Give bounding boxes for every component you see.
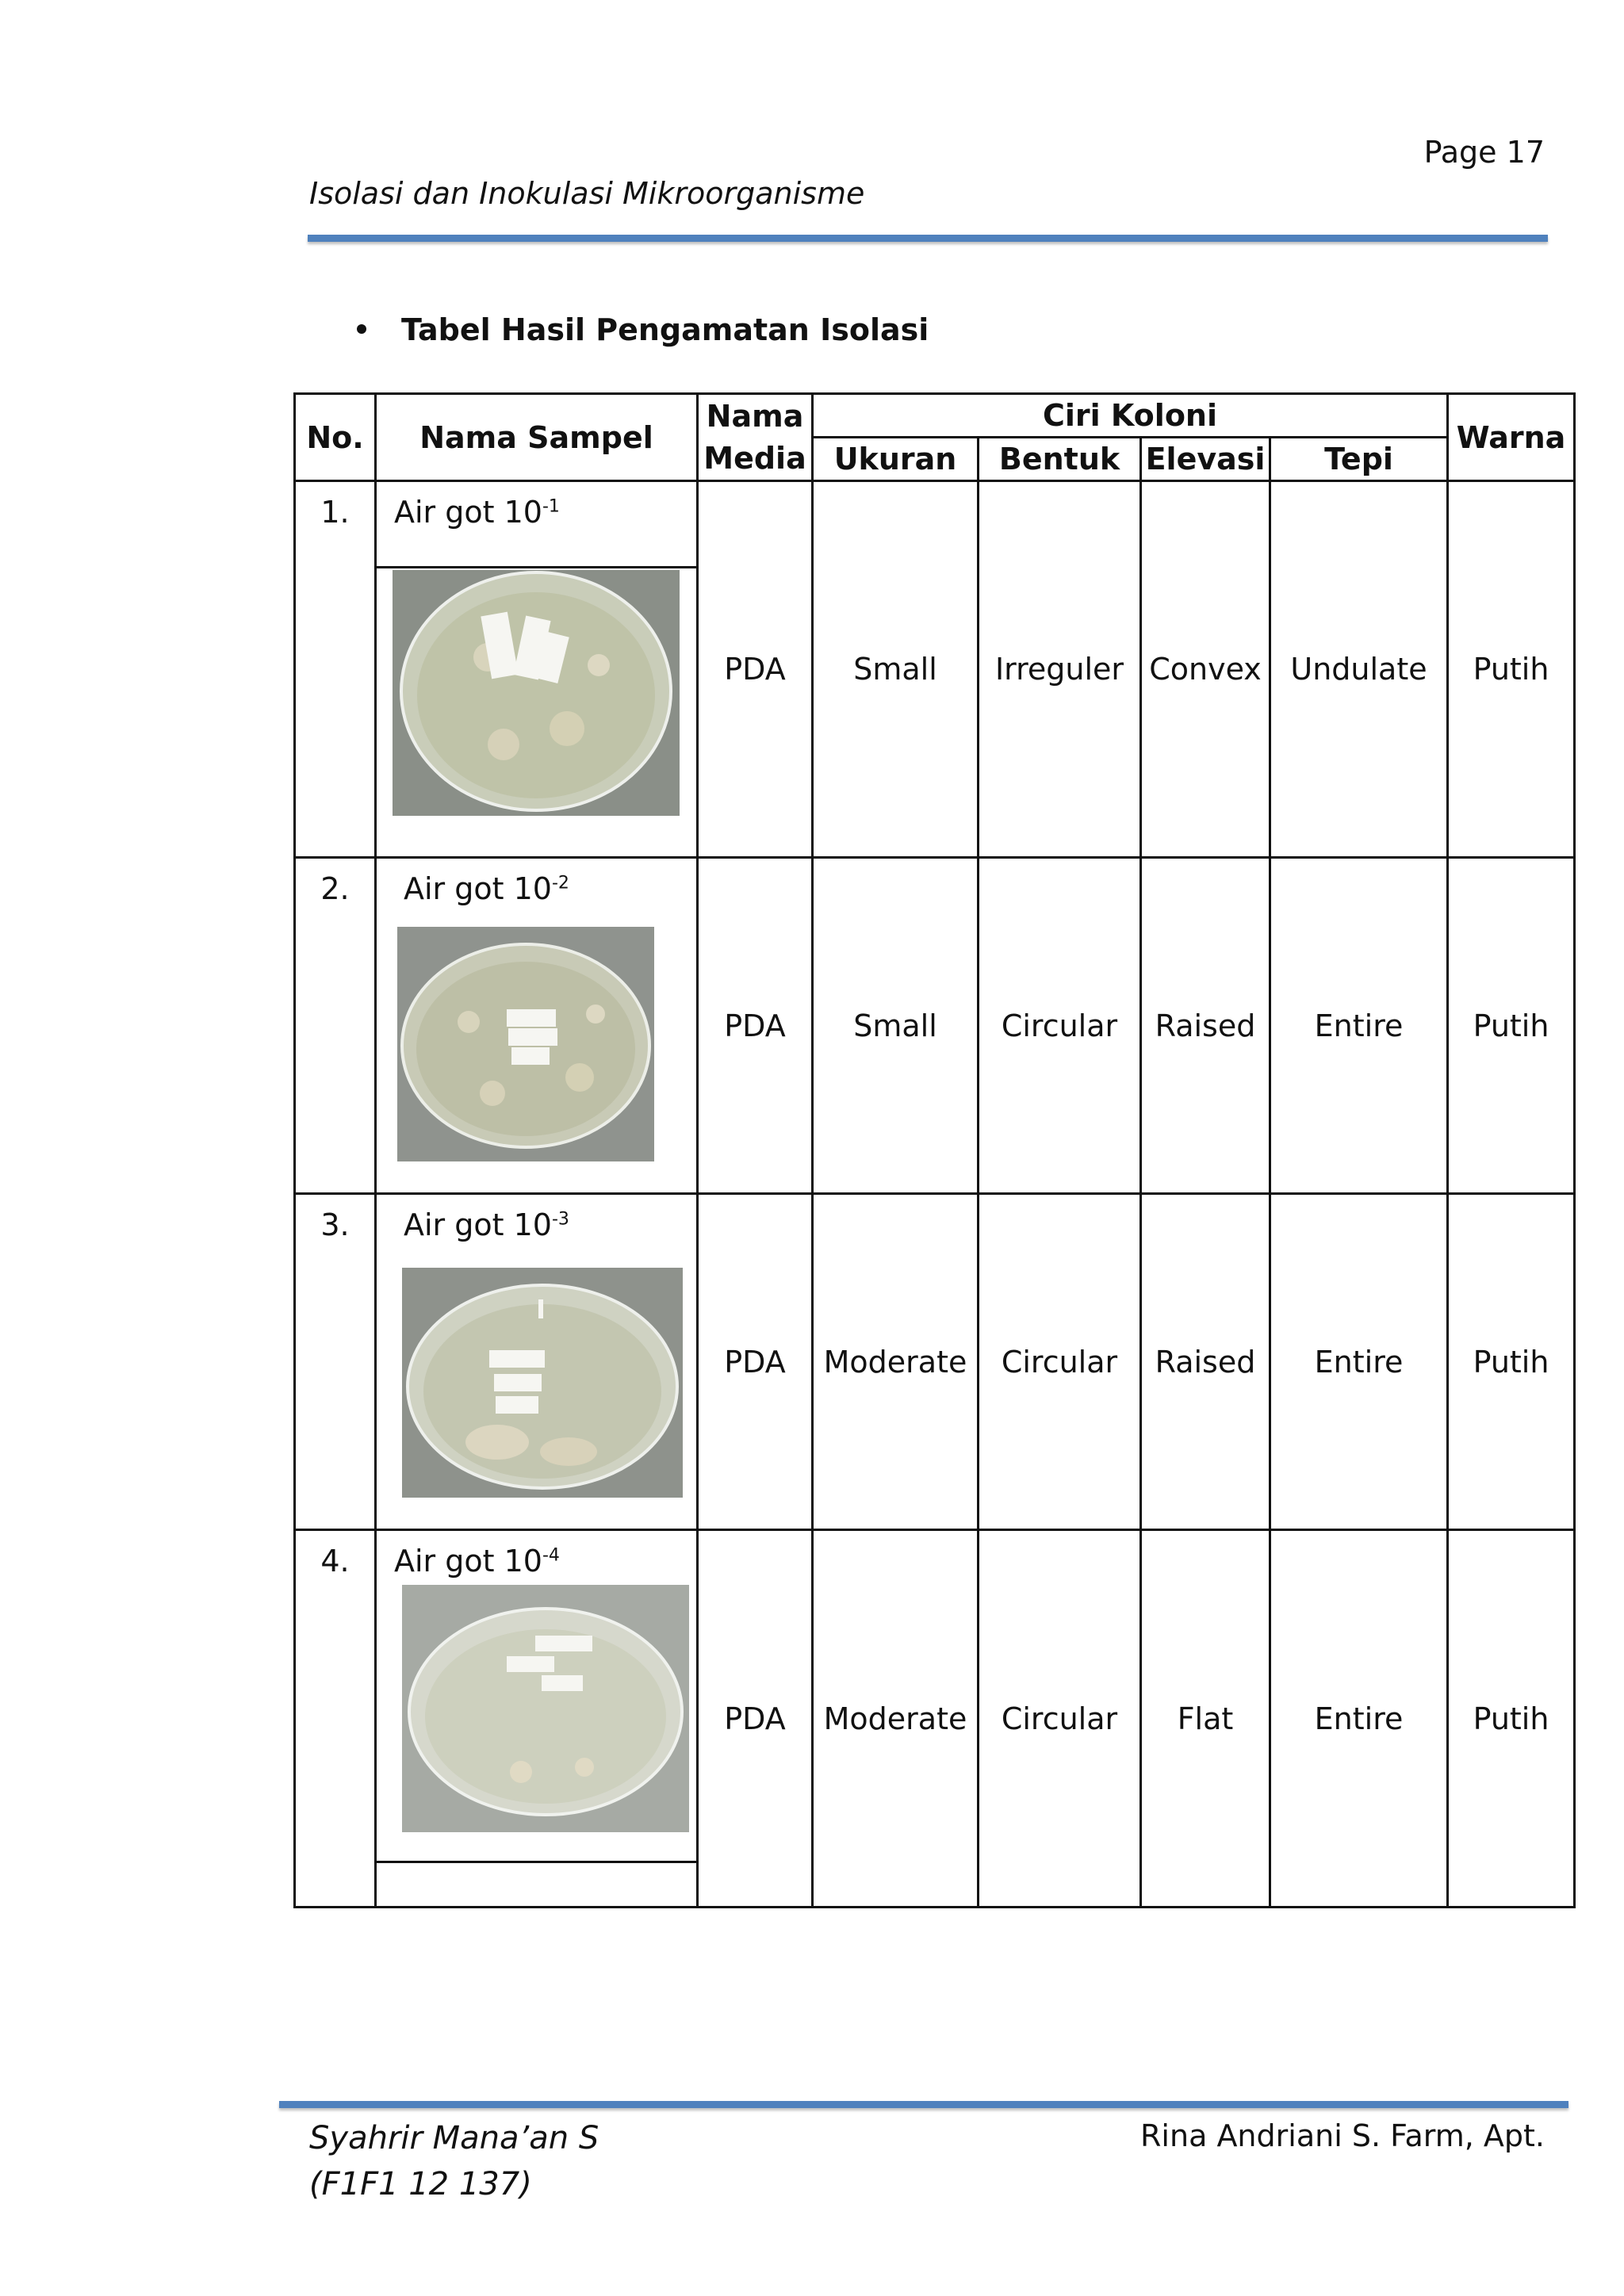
bentuk-cell: Circular: [979, 1194, 1141, 1530]
ukuran-cell: Moderate: [813, 1194, 979, 1530]
warna-cell: Putih: [1448, 858, 1575, 1194]
header-no: No.: [295, 394, 376, 481]
section-heading-text: Tabel Hasil Pengamatan Isolasi: [401, 312, 929, 347]
sample-name: Air got $10^{-1}$: [394, 495, 560, 530]
warna-cell: Putih: [1448, 481, 1575, 858]
bullet-icon: [357, 324, 366, 334]
section-heading: [357, 312, 929, 347]
petri-dish-photo: [397, 927, 654, 1161]
cell-divider: [377, 566, 696, 568]
row-number: 2.: [295, 858, 376, 1194]
elevasi-cell: Convex: [1141, 481, 1270, 858]
ukuran-cell: Small: [813, 858, 979, 1194]
sample-cell: [376, 481, 698, 858]
header-tepi: Tepi: [1270, 438, 1448, 481]
petri-dish-photo: [393, 570, 680, 816]
header-nama-media-1: Nama: [698, 394, 813, 438]
ukuran-cell: Moderate: [813, 1530, 979, 1908]
sample-cell: [376, 1194, 698, 1530]
sample-cell: [376, 858, 698, 1194]
author-name: Syahrir Mana’an S: [309, 2120, 599, 2156]
media-cell: PDA: [698, 858, 813, 1194]
bentuk-cell: Circular: [979, 1530, 1141, 1908]
header-ciri-koloni: Ciri Koloni: [813, 394, 1448, 438]
running-title: Isolasi dan Inokulasi Mikroorganisme: [309, 176, 865, 211]
header-elevasi: Elevasi: [1141, 438, 1270, 481]
sample-name: Air got $10^{-2}$: [404, 871, 569, 906]
petri-dish-photo: [402, 1268, 683, 1498]
header-warna: Warna: [1448, 394, 1575, 481]
media-cell: PDA: [698, 481, 813, 858]
row-number: 4.: [295, 1530, 376, 1908]
header-nama-media-2: Media: [698, 438, 813, 481]
sample-name: Air got $10^{-3}$: [404, 1207, 569, 1242]
row-number: 1.: [295, 481, 376, 858]
header-bentuk: Bentuk: [979, 438, 1141, 481]
tepi-cell: Entire: [1270, 1194, 1448, 1530]
ukuran-cell: Small: [813, 481, 979, 858]
sample-cell: [376, 1530, 698, 1908]
row-number: 3.: [295, 1194, 376, 1530]
media-cell: PDA: [698, 1194, 813, 1530]
elevasi-cell: Raised: [1141, 858, 1270, 1194]
warna-cell: Putih: [1448, 1530, 1575, 1908]
header-rule: [308, 235, 1548, 242]
tepi-cell: Entire: [1270, 858, 1448, 1194]
page-number: Page 17: [1423, 135, 1545, 170]
cell-divider: [377, 1861, 696, 1863]
elevasi-cell: Flat: [1141, 1530, 1270, 1908]
header-ukuran: Ukuran: [813, 438, 979, 481]
table-row: [295, 1530, 1575, 1908]
header-nama-sampel: Nama Sampel: [376, 394, 698, 481]
tepi-cell: Undulate: [1270, 481, 1448, 858]
table-row: [295, 481, 1575, 858]
bentuk-cell: Circular: [979, 858, 1141, 1194]
tepi-cell: Entire: [1270, 1530, 1448, 1908]
table-row: [295, 1194, 1575, 1530]
author-id: (F1F1 12 137): [309, 2166, 532, 2202]
warna-cell: Putih: [1448, 1194, 1575, 1530]
isolation-results-table: [293, 392, 1576, 1908]
footer-rule: [279, 2101, 1568, 2108]
table-row: [295, 858, 1575, 1194]
media-cell: PDA: [698, 1530, 813, 1908]
supervisor-name: Rina Andriani S. Farm, Apt.: [1140, 2118, 1545, 2153]
bentuk-cell: Irreguler: [979, 481, 1141, 858]
petri-dish-photo: [402, 1585, 689, 1832]
sample-name: Air got $10^{-4}$: [394, 1544, 560, 1578]
elevasi-cell: Raised: [1141, 1194, 1270, 1530]
author-block: [309, 2115, 599, 2207]
